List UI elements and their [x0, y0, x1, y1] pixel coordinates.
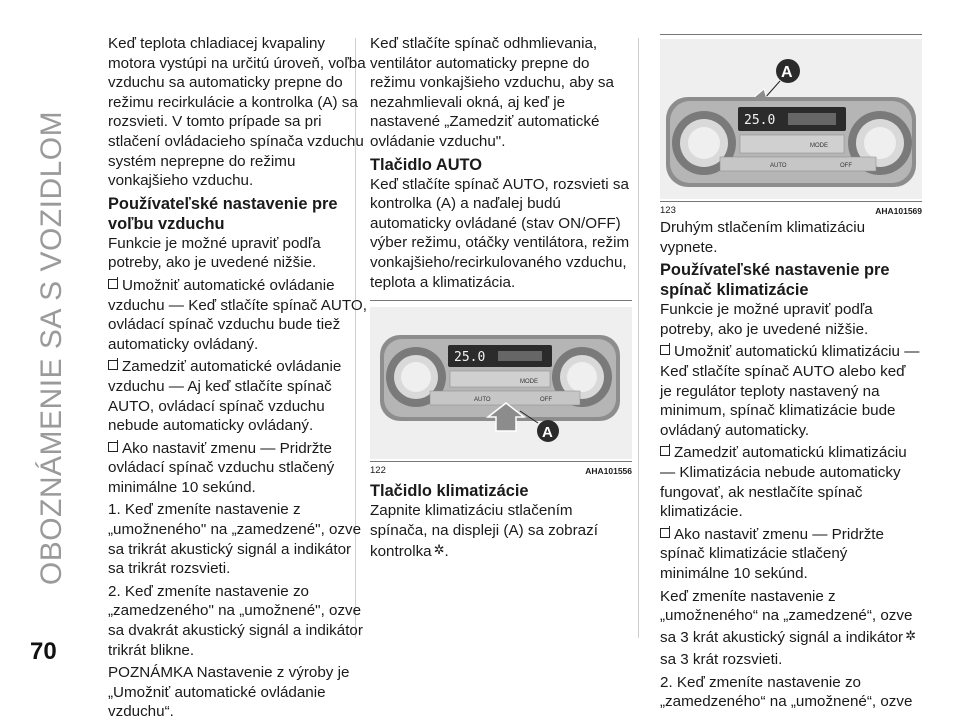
- checkbox-item: [108, 357, 368, 435]
- climate-panel-illustration: [370, 307, 632, 459]
- figure-code: AHA101569: [875, 206, 922, 216]
- paragraph-text: Ako nastaviť zmenu — Pridržte ovládací spínač vzduchu stlačený minimálne 10 sekúnd.: [108, 439, 335, 496]
- section-heading: Tlačidlo AUTO: [370, 155, 483, 174]
- paragraph-text: Keď zmeníte nastavenie z „umožneného“ na „zamedzené“, ozve sa 3 krát akustický signál a indikátor: [660, 587, 913, 646]
- checkbox-icon: [660, 528, 670, 538]
- paragraph-end: .: [444, 543, 449, 561]
- mode-button-label: MODE: [810, 143, 828, 149]
- paragraph-text: Zamedziť automatickú klimatizáciu — Klimatizácia nebude automaticky fungovať, ak nestlačíte spínač klimatizácie.: [660, 444, 907, 521]
- paragraph: [660, 300, 920, 339]
- climate-panel-illustration: [660, 39, 922, 199]
- paragraph-text: Funkcie je možné upraviť podľa potreby, ako je uvedené nižšie.: [108, 234, 321, 272]
- paragraph-text: 1. Keď zmeníte nastavenie z „umožneného" na „zamedzené", ozve sa trikrát akustický signál a indikátor sa trikrát rozsvieti.: [108, 501, 362, 578]
- page-number: 70: [30, 638, 57, 665]
- text-column-1: [108, 34, 368, 722]
- figure-123: [660, 34, 922, 218]
- checkbox-icon: [108, 279, 118, 289]
- paragraph: [660, 673, 920, 712]
- text-column-3: [660, 34, 920, 712]
- paragraph: [108, 34, 368, 191]
- checkbox-item: [660, 342, 920, 440]
- column-divider: [638, 38, 639, 638]
- paragraph-text: Keď stlačíte spínač odhmlievania, ventilátor automaticky prepne do režimu vonkajšieho vzduchu, aby sa nezahmlievali okná, aj keď je nastavené „Zamedziť automatické ovládanie vzduchu".: [370, 35, 614, 150]
- paragraph-text: Umožniť automatické ovládanie vzduchu — Keď stlačíte spínač AUTO, ovládací spínač vzduchu bude tiež automaticky ovládaný.: [108, 276, 367, 353]
- off-button-label: OFF: [840, 163, 852, 169]
- figure-122: [370, 300, 632, 478]
- paragraph-text: sa 3 krát rozsvieti.: [660, 651, 783, 669]
- figure-number: 123: [660, 205, 676, 216]
- fan-icon: ✲: [433, 542, 445, 558]
- paragraph-text: Funkcie je možné upraviť podľa potreby, ako je uvedené nižšie.: [660, 301, 873, 338]
- side-chapter-title: OBOZNÁMENIE SA S VOZIDLOM: [35, 110, 68, 586]
- off-button-label: OFF: [540, 397, 552, 404]
- section-heading: Tlačidlo klimatizácie: [370, 482, 529, 501]
- callout-a-label: A: [542, 424, 553, 442]
- text-column-2: [370, 34, 630, 562]
- paragraph: [108, 663, 368, 722]
- checkbox-icon: [108, 360, 118, 370]
- fan-icon: ✲: [905, 627, 917, 643]
- paragraph: [108, 582, 368, 660]
- figure-number: 122: [370, 465, 386, 477]
- paragraph-text: Keď stlačíte spínač AUTO, rozsvieti sa kontrolka (A) a naďalej budú automaticky ovládané (stav ON/OFF) výber režimu, otáčky ventilátora, režim vonkajšieho/recirkulovaného vzduchu, teplota a klimatizácia.: [370, 175, 630, 291]
- display-temperature: 25.0: [744, 113, 776, 128]
- checkbox-icon: [660, 345, 670, 355]
- paragraph: [370, 34, 630, 152]
- paragraph: [660, 218, 920, 257]
- paragraph: [370, 175, 630, 293]
- paragraph: [108, 234, 368, 273]
- paragraph: [660, 650, 920, 670]
- auto-button-label: AUTO: [770, 163, 787, 169]
- paragraph-text: Keď teplota chladiacej kvapaliny motora vystúpi na určitú úroveň, voľba vzduchu sa automaticky prepne do režimu recirkulácie a kontrolka (A) sa rozsvieti. V tomto prípade sa pri stlačení ovládacieho spínača vzduchu systém neprepne do režimu vonkajšieho vzduchu.: [108, 35, 366, 190]
- paragraph-text: Ako nastaviť zmenu — Pridržte spínač klimatizácie stlačený minimálne 10 sekúnd.: [660, 525, 884, 582]
- checkbox-item: [108, 439, 368, 498]
- checkbox-item: [660, 525, 920, 584]
- checkbox-icon: [108, 442, 118, 452]
- paragraph: Zapnite klimatizáciu stlačením spínača, na displeji (A) sa zobrazí kontrolka: [370, 502, 598, 561]
- section-heading: Používateľské nastavenie pre voľbu vzduchu: [108, 194, 338, 233]
- figure-code: AHA101556: [585, 466, 632, 477]
- paragraph-text: 2. Keď zmeníte nastavenie zo „zamedzeného" na „umožnené", ozve sa dvakrát akustický signál a indikátor trikrát blikne.: [108, 582, 363, 659]
- auto-button-label: AUTO: [474, 397, 491, 404]
- checkbox-item: [108, 276, 368, 354]
- paragraph-text: Zamedziť automatické ovládanie vzduchu — Aj keď stlačíte spínač AUTO, ovládací spínač vzduchu nebude automaticky ovládaný.: [108, 358, 342, 435]
- callout-a-label: A: [781, 64, 793, 81]
- paragraph: [108, 500, 368, 578]
- paragraph: [660, 587, 920, 648]
- checkbox-item: [660, 443, 920, 521]
- paragraph-text: Druhým stlačením klimatizáciu vypnete.: [660, 219, 866, 256]
- paragraph-text: POZNÁMKA Nastavenie z výroby je „Umožniť automatické ovládanie vzduchu“.: [108, 664, 350, 721]
- checkbox-icon: [660, 446, 670, 456]
- paragraph-text: 2. Keď zmeníte nastavenie zo „zamedzeného“ na „umožnené“, ozve: [660, 673, 913, 711]
- mode-button-label: MODE: [520, 379, 538, 386]
- display-temperature: 25.0: [454, 350, 486, 366]
- paragraph-text: Umožniť automatickú klimatizáciu — Keď stlačíte spínač AUTO alebo keď je regulátor teploty nastavený na minimum, spínač klimatizácie bude ovládaný automaticky.: [660, 343, 920, 439]
- section-heading: Používateľské nastavenie pre spínač klimatizácie: [660, 261, 890, 300]
